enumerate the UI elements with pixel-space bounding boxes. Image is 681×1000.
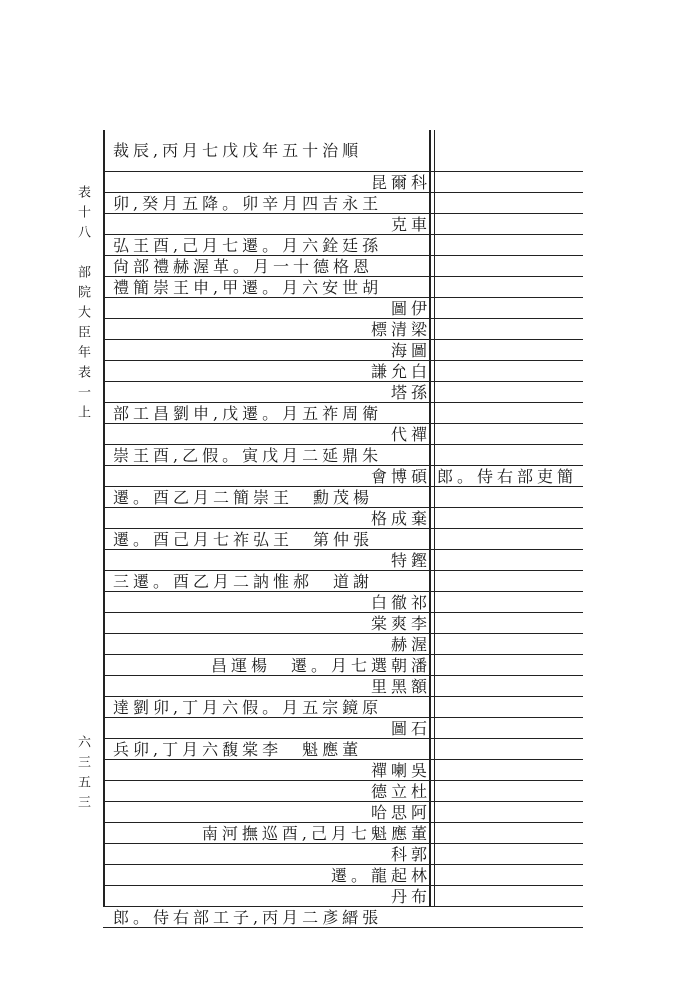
table-row: 棠爽李 [370,613,431,633]
table-row: 里黑額 [370,676,431,696]
row-divider [103,696,583,697]
row-divider [103,633,583,634]
extra-column-entry: 郎。侍右部吏簡 [437,466,578,486]
row-divider [103,759,583,760]
table-row: 三遷。酉乙月二訥惟郝 道謝 [113,571,374,591]
table-row: 遷。龍起林 [330,865,431,885]
table-row: 海圖 [390,340,431,360]
page-number: 六三五三 [75,735,90,815]
row-divider [103,843,583,844]
table-row: 哈思阿 [370,802,431,822]
row-divider [103,612,583,613]
row-divider [103,339,583,340]
table-row: 代禪 [390,424,431,444]
table-row: 遷。酉己月七祚弘王 第仲張 [113,529,374,549]
row-divider [103,171,583,172]
row-divider [103,360,583,361]
table-row: 白徹祁 [370,592,431,612]
table-row: 圖石 [390,718,431,738]
table-row: 弘王酉,己月七遷。月六銓廷孫 [113,235,383,255]
side-title: 表十八 部院大臣年表一上 [75,185,90,425]
row-divider [103,213,583,214]
row-divider [103,402,583,403]
table-row: 赫渥 [390,634,431,654]
table-row: 會博碩 [370,466,431,486]
row-divider [103,423,583,424]
table-row: 圖伊 [390,298,431,318]
table-row: 禪喇吳 [370,760,431,780]
row-divider [103,717,583,718]
row-divider [103,444,583,445]
table-row: 謙允白 [370,361,431,381]
table-row: 部工昌劉申,戊遷。月五祚周衛 [113,403,383,423]
table-row: 禮簡崇王申,甲遷。月六安世胡 [113,277,383,297]
row-divider [103,801,583,802]
table-row: 遷。酉乙月二簡崇王 勳茂楊 [113,487,374,507]
table-row: 裁辰,丙月七戊戊年五十治順 [113,141,363,160]
table-row: 尙部禮赫渥革。月一十德格恩 [113,256,374,276]
row-divider [103,549,583,550]
row-divider [103,297,583,298]
row-divider [103,192,583,193]
table-row: 德立杜 [370,781,431,801]
row-divider [103,906,583,907]
left-border [103,130,105,907]
row-divider [103,675,583,676]
row-divider [103,822,583,823]
row-divider [103,738,583,739]
row-divider [103,654,583,655]
row-divider [103,381,583,382]
table-row: 丹布 [390,886,431,906]
table-row: 昌運楊 遷。月七選朝潘 [210,655,431,675]
column-divider-inner [434,130,435,907]
row-divider [103,528,583,529]
row-divider [103,318,583,319]
row-divider [103,234,583,235]
row-divider [103,927,583,928]
row-divider [103,276,583,277]
table-row: 卯,癸月五降。卯辛月四吉永王 [113,193,383,213]
table-row: 昆爾科 [370,172,431,192]
table-row: 南河撫巡酉,己月七魁應董 [201,823,431,843]
table-row: 標清梁 [370,319,431,339]
row-divider [103,780,583,781]
table-row: 格成棄 [370,508,431,528]
row-divider [103,570,583,571]
table-row: 達劉卯,丁月六假。月五宗鏡原 [113,697,383,717]
table-row: 克車 [390,214,431,234]
table-row: 崇王酉,乙假。寅戊月二延鼎朱 [113,445,383,465]
table-row: 塔孫 [390,382,431,402]
table-row: 特鏗 [390,550,431,570]
row-divider [103,255,583,256]
row-divider [103,465,583,466]
row-divider [103,591,583,592]
row-divider [103,486,583,487]
table-row: 科郭 [390,844,431,864]
year-table [103,130,583,927]
row-divider [103,885,583,886]
table-row: 兵卯,丁月六馥棠李 魁應董 [113,739,363,759]
row-divider [103,864,583,865]
row-divider [103,507,583,508]
table-row: 郎。侍右部工子,丙月二彥縉張 [113,907,383,927]
